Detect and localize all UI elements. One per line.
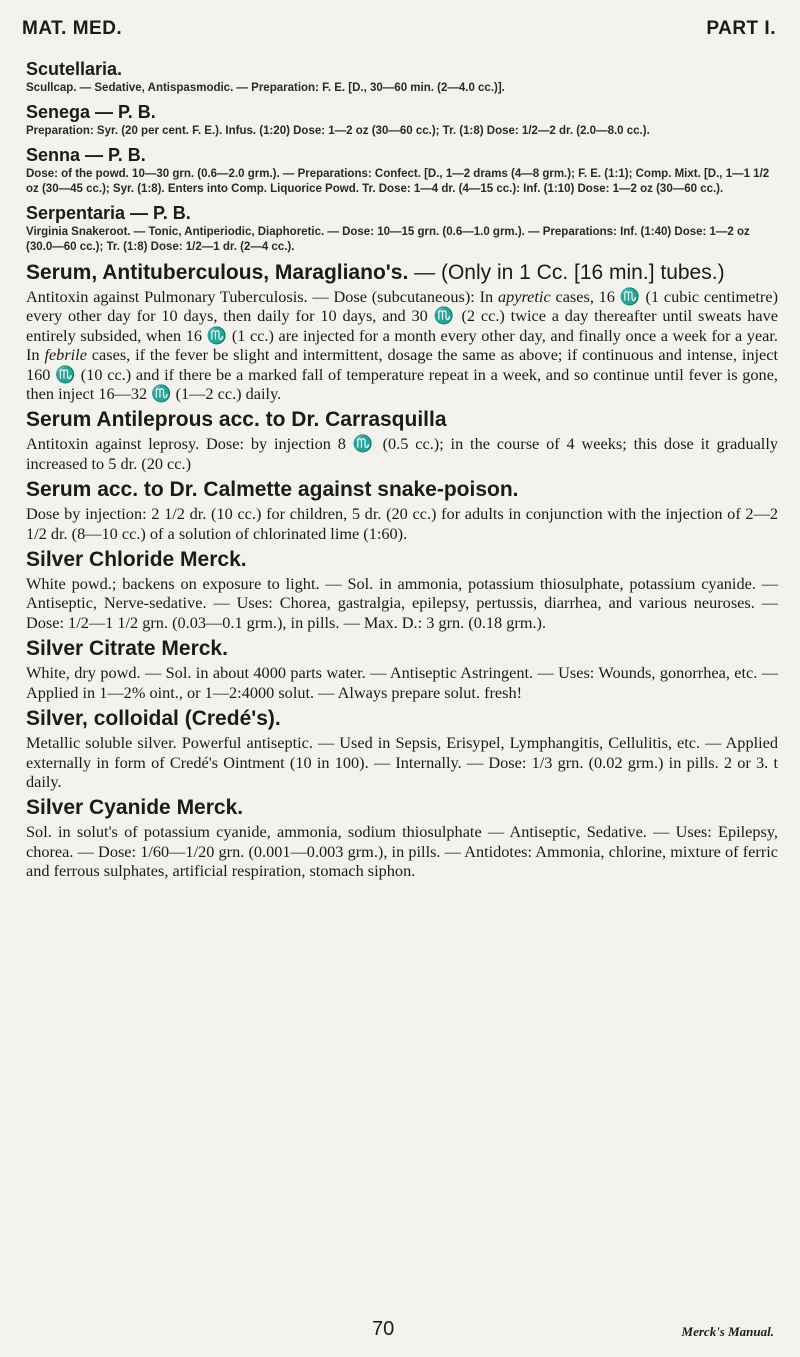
section-title: Serum acc. to Dr. Calmette against snake-poison. — [26, 478, 519, 502]
section-silver-chloride — [26, 547, 778, 632]
section-serum-calmette — [26, 477, 778, 543]
header-left: MAT. MED. — [22, 18, 123, 39]
body-emphasis: febrile — [44, 345, 87, 365]
section-title: Silver Cyanide Merck. — [26, 796, 244, 820]
entry-body: Preparation: Syr. (20 per cent. F. E.). Infus. (1:20) Dose: 1—2 oz (30—60 cc.); Tr. (1:8) Dose: 1/2—2 dr. (2.0—8.0 cc.). — [26, 125, 650, 137]
body-part: cases, 16 ♏ (1 cubic centimetre) every other day for 10 days, then daily for 10 days, and 30 ♏ (2 cc.) twice a day thereafter until sweats have entirely subsided, when 16 ♏ (1 cc.) are injected for a month every other day, and finally once a week for a year. In — [26, 287, 779, 365]
header-right: PART I. — [706, 18, 776, 39]
entry-serpentaria — [26, 202, 778, 255]
entry-title: Scutellaria. — [26, 59, 123, 79]
entry-body: Scullcap. — Sedative, Antispasmodic. — Preparation: F. E. [D., 30—60 min. (2—4.0 cc.)]. — [26, 82, 505, 94]
entry-scutellaria — [26, 58, 778, 96]
section-silver-cyanide — [26, 795, 778, 880]
page-footer — [0, 1318, 800, 1348]
page-number: 70 — [372, 1318, 395, 1340]
body-part: Antitoxin against Pulmonary Tuberculosis. — Dose (subcutaneous): In — [26, 287, 498, 306]
section-title-note: — (Only in 1 Cc. [16 min.] tubes.) — [414, 261, 725, 284]
entry-senega — [26, 101, 778, 139]
running-header — [22, 18, 776, 48]
section-title-main: Serum, Antituberculous, Maragliano's. — [26, 261, 409, 284]
section-title: Serum Antileprous acc. to Dr. Carrasquilla — [26, 408, 447, 432]
entry-title: Senega — P. B. — [26, 102, 156, 122]
section-body: Sol. in solut's of potassium cyanide, ammonia, sodium thiosulphate — Antiseptic, Sedative. — Uses: Epilepsy, chorea. — Dose: 1/60—1/20 grn. (0.001—0.003 grm.), in pills. — Antidotes: Ammonia, chlorine, mixture of ferric and ferrous sulphates, artificial respiration, stomach siphon. — [26, 822, 778, 881]
entry-title: Senna — P. B. — [26, 145, 146, 165]
section-body — [26, 287, 778, 403]
section-body: White, dry powd. — Sol. in about 4000 parts water. — Antiseptic Astringent. — Uses: Wounds, gonorrhea, etc. — Applied in 1—2% oint., or 1—2:4000 solut. — Always prepare solut. fresh! — [26, 663, 778, 702]
section-serum-antituberculous — [26, 260, 778, 403]
footer-note: Merck's Manual. — [681, 1324, 774, 1339]
entry-senna — [26, 144, 778, 197]
section-serum-antileprous — [26, 407, 778, 473]
section-body: White powd.; backens on exposure to light. — Sol. in ammonia, potassium thiosulphate, potassium cyanide. — Antiseptic, Nerve-sedative. — Uses: Chorea, gastralgia, epilepsy, pertussis, diarrhea, and various neuroses. — Dose: 1/2—1 1/2 grn. (0.03—0.1 grm.), in pills. — Max. D.: 3 grn. (0.18 grm.). — [26, 574, 778, 632]
body-emphasis: apyretic — [497, 287, 551, 306]
section-silver-citrate — [26, 636, 778, 702]
entry-body: Virginia Snakeroot. — Tonic, Antiperiodic, Diaphoretic. — Dose: 10—15 grn. (0.6—1.0 grm.). — Preparations: Inf. (1:40) Dose: 1—2 oz (30.0—60 cc.); Tr. (1:8) Dose: 1/2—1 dr. (2—4 cc.). — [26, 226, 750, 253]
section-title: Silver, colloidal (Credé's). — [26, 707, 281, 731]
page-content — [26, 58, 778, 885]
section-title: Silver Citrate Merck. — [26, 637, 228, 661]
section-title: Silver Chloride Merck. — [26, 548, 247, 572]
section-body: Antitoxin against leprosy. Dose: by injection 8 ♏ (0.5 cc.); in the course of 4 weeks; this dose it gradually increased to 5 dr. (20 cc.) — [26, 434, 778, 473]
section-title — [26, 260, 778, 286]
entry-title: Serpentaria — P. B. — [26, 203, 191, 223]
section-body: Dose by injection: 2 1/2 dr. (10 cc.) for children, 5 dr. (20 cc.) for adults in conjunction with the injection of 2—2 1/2 dr. (8—10 cc.) of a solution of chlorinated lime (1:60). — [26, 504, 778, 543]
body-part: cases, if the fever be slight and intermittent, dosage the same as above; if continuous and intense, inject 160 ♏ (10 cc.) and if there be a marked fall of temperature repeat in a week, and so continue until fever is gone, then inject 16—32 ♏ (1—2 cc.) daily. — [26, 345, 779, 404]
section-body: Metallic soluble silver. Powerful antiseptic. — Used in Sepsis, Erisypel, Lymphangitis, Cellulitis, etc. — Applied externally in form of Credé's Ointment (10 in 100). — Internally. — Dose: 1/3 grn. (0.02 grm.) in pills. 2 or 3. t daily. — [26, 733, 778, 791]
section-silver-colloidal — [26, 706, 778, 791]
entry-body: Dose: of the powd. 10—30 grn. (0.6—2.0 grm.). — Preparations: Confect. [D., 1—2 drams (4—8 grm.); F. E. (1:1); Comp. Mixt. [D., 1—1 1/2 oz (30—45 cc.); Syr. (1:8). Enters into Comp. Liquorice Powd. Tr. Dose: 1—4 dr. (4—15 cc.): Inf. (1:10) Dose: 1—2 oz (30—60 cc.). — [26, 168, 770, 195]
